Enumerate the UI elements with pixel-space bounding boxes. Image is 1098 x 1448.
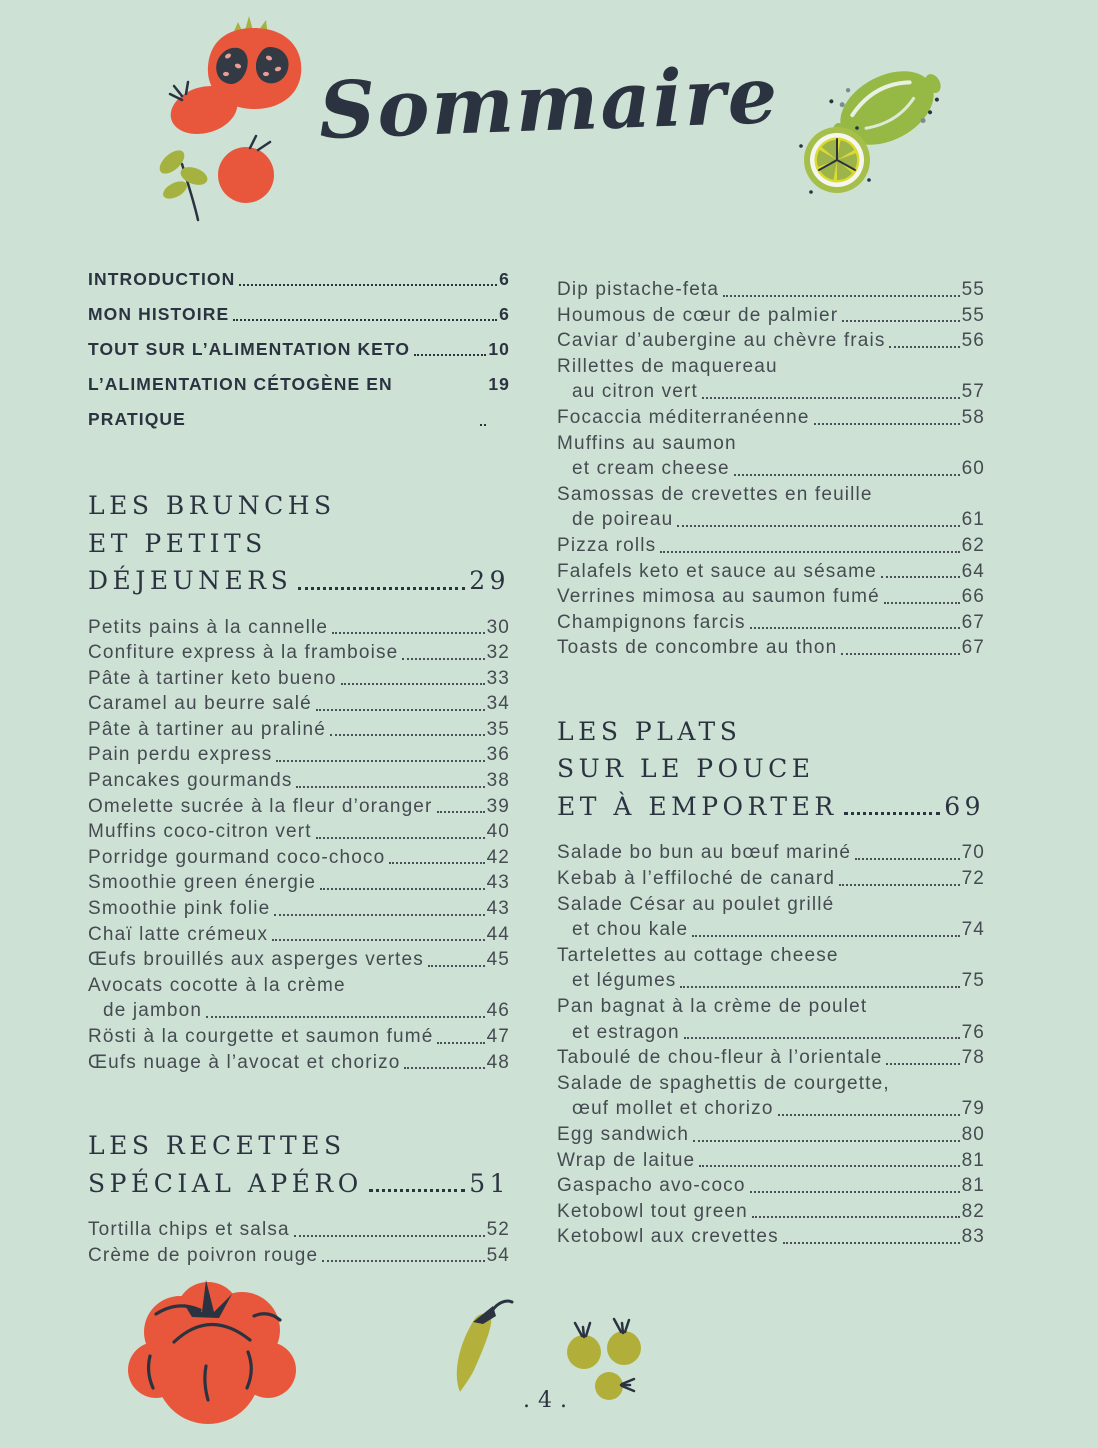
entry-page: 67 [961, 611, 985, 633]
toc-entry-line [557, 405, 985, 431]
entry-label: SPÉCIAL APÉRO [88, 1168, 363, 1198]
entry-label: Caramel au beurre salé [88, 693, 312, 715]
dot-leader [296, 786, 484, 788]
entry-label: TOUT SUR L’ALIMENTATION KETO [88, 339, 411, 359]
section-heading-line: LES RECETTES [88, 1131, 346, 1161]
toc-entry-line [557, 610, 985, 636]
dot-leader [322, 1260, 484, 1262]
dot-leader [276, 760, 484, 762]
entry-page: 19 [488, 374, 510, 394]
entry-label: Confiture express à la framboise [88, 642, 399, 664]
entry-label: Egg sandwich [557, 1123, 690, 1145]
dot-leader [233, 319, 497, 321]
toc-entry-line [557, 559, 985, 585]
toc-entry-line [557, 328, 985, 354]
toc-entry-line [557, 456, 985, 482]
entry-label: Ketobowl aux crevettes [557, 1226, 779, 1248]
dot-leader [752, 1216, 960, 1218]
toc-entry-line [557, 943, 985, 969]
toc-entry-line [88, 615, 510, 641]
entry-label: Taboulé de chou-fleur à l’orientale [557, 1047, 883, 1069]
entry-page: 42 [486, 846, 510, 868]
entry-label: DÉJEUNERS [88, 566, 293, 595]
section-heading-line [88, 1165, 510, 1203]
toc-entry-line [557, 1173, 985, 1199]
toc-entry-line [557, 584, 985, 610]
entry-page: 48 [486, 1051, 510, 1073]
toc-entry-line [88, 717, 510, 743]
front-matter-entry [88, 332, 510, 367]
section-heading [557, 713, 985, 826]
dot-leader [855, 858, 959, 860]
front-matter-entry [88, 262, 510, 297]
entry-page: 46 [486, 1000, 510, 1022]
entry-page: 55 [961, 279, 985, 300]
toc-entry-line [557, 1045, 985, 1071]
dot-leader [389, 862, 484, 864]
entry-page: 6 [499, 269, 510, 289]
toc-entry-line [557, 917, 985, 943]
entry-page: 82 [961, 1200, 985, 1222]
page-number: .4. [523, 1388, 575, 1413]
entry-page: 47 [486, 1026, 510, 1047]
entry-label: Rösti à la courgette et saumon fumé [88, 1026, 434, 1047]
section-heading-line [88, 562, 510, 600]
section-heading-line [557, 788, 985, 826]
entry-label: au citron vert [572, 381, 698, 403]
dot-leader [889, 346, 959, 348]
front-matter-list [88, 262, 510, 437]
dot-leader [272, 939, 484, 941]
toc-entry-line [557, 1199, 985, 1225]
toc-entry-line [557, 1224, 985, 1250]
entry-label: et estragon [572, 1021, 680, 1043]
entry-page: 39 [486, 795, 510, 817]
toc-entry-line [88, 1243, 510, 1269]
entry-page: 75 [961, 970, 985, 992]
entry-label: Tartelettes au cottage cheese [557, 944, 839, 966]
toc-entry-line [557, 1148, 985, 1174]
dot-leader [330, 734, 485, 736]
entries-list [557, 277, 985, 661]
entry-label: et légumes [572, 970, 677, 992]
entry-page: 61 [961, 509, 985, 531]
entry-page: 69 [944, 791, 985, 821]
dot-leader [814, 423, 960, 425]
toc-entry-line [88, 742, 510, 768]
lime-illustration [795, 46, 957, 198]
dot-leader [660, 551, 959, 553]
entry-page: 66 [961, 586, 985, 608]
entry-page: 38 [486, 770, 510, 792]
section-heading-line: SUR LE POUCE [557, 754, 815, 784]
toc-entry-line [88, 768, 510, 794]
entry-page: 44 [486, 923, 510, 945]
entry-page: 67 [961, 637, 985, 659]
entry-label: Gaspacho avo-coco [557, 1175, 746, 1197]
entry-label: Pancakes gourmands [88, 770, 293, 792]
toc-entry-line [88, 691, 510, 717]
entry-label: Œufs nuage à l’avocat et chorizo [88, 1051, 401, 1073]
entry-label: Pan bagnat à la crème de poulet [557, 995, 868, 1017]
entry-label: Salade bo bun au bœuf mariné [557, 842, 852, 864]
entry-label: Chaï latte crémeux [88, 923, 269, 945]
entry-page: 35 [486, 718, 510, 740]
entry-label: Caviar d’aubergine au chèvre frais [557, 330, 886, 352]
entry-page: 6 [499, 304, 510, 324]
dot-leader [702, 397, 960, 399]
dot-leader [404, 1067, 484, 1069]
dot-leader [402, 658, 484, 660]
entry-label: Smoothie green énergie [88, 872, 317, 894]
toc-entry-line [557, 1020, 985, 1046]
entry-label: Toasts de concombre au thon [557, 637, 838, 659]
entry-page: 10 [488, 339, 510, 359]
section-heading [88, 1127, 510, 1202]
front-matter-entry [88, 297, 510, 332]
entry-label: Rillettes de maquereau [557, 355, 778, 377]
toc-entry-line [88, 922, 510, 948]
chili-pepper-illustration [450, 1294, 516, 1400]
entry-page: 56 [961, 330, 985, 352]
entry-page: 58 [961, 406, 985, 428]
entry-label: Tortilla chips et salsa [88, 1219, 290, 1241]
entry-label: et cream cheese [572, 458, 730, 480]
toc-entry-line [557, 866, 985, 892]
dot-leader [750, 1191, 960, 1193]
dot-leader [414, 354, 486, 356]
dot-leader [884, 602, 960, 604]
entries-list [88, 1217, 510, 1268]
dot-leader [274, 914, 484, 916]
entry-label: ET À EMPORTER [557, 791, 838, 821]
dot-leader [839, 884, 959, 886]
entry-label: Ketobowl tout green [557, 1200, 748, 1222]
toc-entry-line [557, 507, 985, 533]
entry-page: 79 [961, 1098, 985, 1120]
entry-page: 81 [961, 1175, 985, 1197]
section-heading-line: LES BRUNCHS [88, 491, 336, 520]
entry-page: 83 [961, 1226, 985, 1248]
entry-page: 51 [469, 1168, 510, 1198]
entry-page: 33 [486, 667, 510, 689]
entry-label: Falafels keto et sauce au sésame [557, 560, 877, 582]
entry-label: Pâte à tartiner au praliné [88, 718, 326, 740]
toc-entry-line [88, 870, 510, 896]
section-heading-line: ET PETITS [88, 528, 267, 558]
entry-label: Samossas de crevettes en feuille [557, 483, 873, 505]
entry-label: Muffins coco-citron vert [88, 821, 312, 843]
entry-page: 64 [961, 560, 985, 582]
entry-label: Crème de poivron rouge [88, 1244, 319, 1266]
toc-entry-line [88, 794, 510, 820]
dot-leader [692, 935, 959, 937]
entry-label: œuf mollet et chorizo [572, 1098, 774, 1120]
dot-leader [693, 1140, 959, 1142]
toc-entry-line [557, 379, 985, 405]
dot-leader [841, 653, 959, 655]
dot-leader [750, 627, 960, 629]
entry-label: Petits pains à la cannelle [88, 616, 329, 638]
entry-page: 36 [486, 744, 510, 766]
dot-leader [783, 1242, 960, 1244]
section-heading-line: LES PLATS [557, 716, 742, 746]
toc-entry-line [88, 896, 510, 922]
entry-page: 54 [486, 1244, 510, 1266]
toc-entry-line [88, 666, 510, 692]
entry-page: 57 [961, 381, 985, 403]
entry-label: Wrap de laitue [557, 1149, 696, 1171]
entry-label: Porridge gourmand coco-choco [88, 846, 386, 868]
entry-page: 45 [486, 949, 510, 971]
entry-page: 55 [961, 304, 985, 326]
entry-page: 40 [486, 821, 510, 843]
toc-entry-line [557, 482, 985, 508]
entry-label: de poireau [572, 509, 674, 531]
toc-column-left [88, 262, 510, 1268]
entry-label: Dip pistache-feta [557, 279, 720, 300]
dot-leader [369, 1189, 465, 1192]
dot-leader [239, 284, 497, 286]
dot-leader [320, 888, 484, 890]
dot-leader [480, 424, 486, 426]
entry-label: et chou kale [572, 919, 689, 941]
entry-page: 32 [486, 642, 510, 664]
entry-label: Avocats cocotte à la crème [88, 974, 346, 996]
entries-list [557, 840, 985, 1250]
front-matter-entry [88, 367, 510, 437]
dot-leader [437, 1042, 484, 1044]
toc-entry-line [557, 994, 985, 1020]
entry-label: INTRODUCTION [88, 269, 236, 289]
toc-entry-line [88, 819, 510, 845]
toc-entry-line [88, 640, 510, 666]
entry-page: 76 [961, 1021, 985, 1043]
entry-page: 72 [961, 868, 985, 889]
toc [88, 262, 985, 1268]
entry-label: Œufs brouillés aux asperges vertes [88, 949, 424, 971]
toc-entry-line [557, 354, 985, 380]
dot-leader [341, 683, 485, 685]
entry-page: 60 [961, 458, 985, 480]
dot-leader [680, 986, 959, 988]
entry-page: 81 [961, 1149, 985, 1171]
entry-page: 74 [961, 919, 985, 941]
dot-leader [332, 632, 484, 634]
dot-leader [298, 587, 465, 590]
dot-leader [316, 709, 485, 711]
toc-entry-line [88, 973, 510, 999]
entry-page: 62 [961, 534, 985, 556]
entry-label: Omelette sucrée à la fleur d’oranger [88, 795, 433, 817]
entry-page: 70 [961, 842, 985, 864]
toc-entry-line [557, 1122, 985, 1148]
entry-page: 30 [486, 616, 510, 638]
dot-leader [842, 320, 959, 322]
toc-entry-line [557, 303, 985, 329]
toc-entry-line [557, 840, 985, 866]
dot-leader [684, 1037, 960, 1039]
toc-entry-line [557, 892, 985, 918]
dot-leader [886, 1063, 959, 1065]
entry-label: Kebab à l’effiloché de canard [557, 868, 836, 889]
entry-page: 34 [486, 693, 510, 715]
dot-leader [699, 1165, 959, 1167]
entry-label: Pizza rolls [557, 534, 657, 556]
entries-list [88, 615, 510, 1076]
page-title: Sommaire [317, 49, 781, 158]
dot-leader [428, 965, 485, 967]
toc-entry-line [88, 998, 510, 1024]
dot-leader [206, 1016, 484, 1018]
toc-entry-line [557, 635, 985, 661]
entry-label: Salade César au poulet grillé [557, 893, 835, 915]
toc-entry-line [557, 1071, 985, 1097]
entry-label: Pâte à tartiner keto bueno [88, 667, 337, 689]
toc-entry-line [88, 845, 510, 871]
toc-entry-line [88, 1217, 510, 1243]
entry-label: Champignons farcis [557, 611, 746, 633]
entry-page: 43 [486, 898, 510, 920]
dot-leader [677, 525, 959, 527]
toc-entry-line [88, 1050, 510, 1076]
dot-leader [723, 295, 959, 297]
entry-label: Verrines mimosa au saumon fumé [557, 586, 880, 608]
entry-page: 29 [469, 566, 510, 595]
dot-leader [316, 837, 485, 839]
dot-leader [437, 811, 485, 813]
section-heading [88, 487, 510, 600]
entry-label: Muffins au saumon [557, 432, 737, 454]
entry-page: 52 [486, 1219, 510, 1241]
entry-label: L’ALIMENTATION CÉTOGÈNE EN PRATIQUE [88, 374, 393, 429]
toc-entry-line [88, 1024, 510, 1050]
entry-label: MON HISTOIRE [88, 304, 230, 324]
dot-leader [734, 474, 960, 476]
entry-label: de jambon [103, 1000, 203, 1022]
dot-leader [881, 576, 960, 578]
toc-entry-line [557, 533, 985, 559]
entry-page: 78 [961, 1047, 985, 1069]
toc-column-right [557, 262, 985, 1268]
toc-entry-line [88, 947, 510, 973]
toc-entry-line [557, 277, 985, 303]
dot-leader [778, 1114, 960, 1116]
toc-entry-line [557, 431, 985, 457]
toc-entry-line [557, 968, 985, 994]
dot-leader [294, 1235, 485, 1237]
dot-leader [844, 812, 941, 815]
entry-label: Pain perdu express [88, 744, 273, 766]
entry-page: 80 [961, 1123, 985, 1145]
entry-label: Houmous de cœur de palmier [557, 304, 839, 326]
entry-label: Focaccia méditerranéenne [557, 406, 810, 428]
entry-page: 43 [486, 872, 510, 894]
toc-entry-line [557, 1096, 985, 1122]
entry-label: Salade de spaghettis de courgette, [557, 1072, 890, 1094]
entry-label: Smoothie pink folie [88, 898, 271, 920]
